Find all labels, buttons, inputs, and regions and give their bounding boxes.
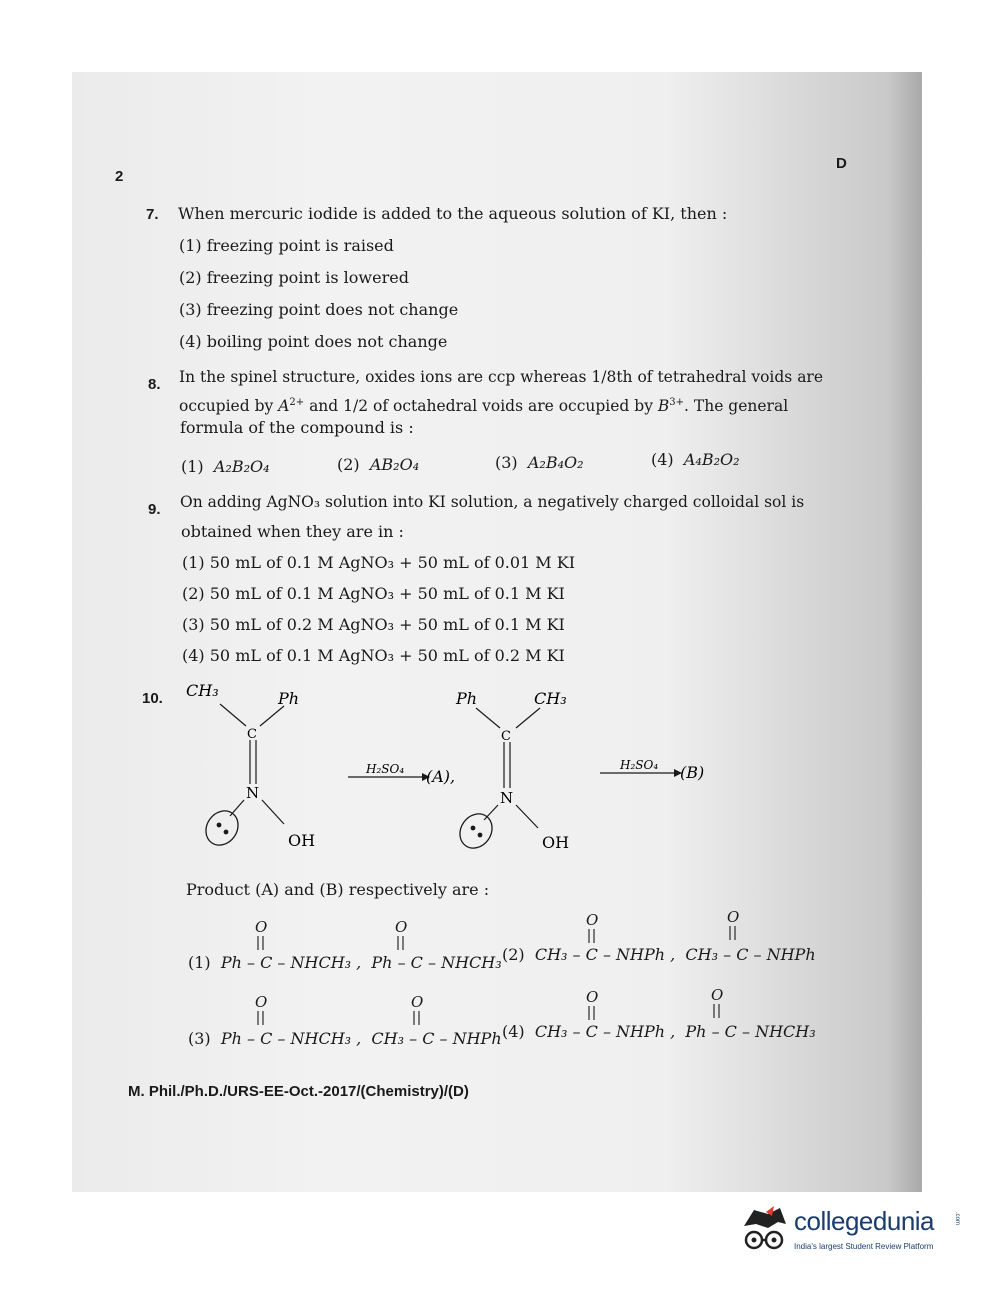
ion-a: A [278,397,290,416]
question-number: 9. [148,501,161,518]
reagent-label: H₂SO₄ [366,762,405,776]
nitrogen-atom: N [500,789,514,807]
nitrogen-atom: N [246,784,260,802]
question-text-line-1: In the spinel structure, oxides ions are ccp whereas 1/8th of tetrahedral voids are [179,368,824,386]
amide-formula: CH₃ – C – NHPh [685,945,816,964]
carbonyl-bonds [258,926,735,1025]
carbonyl-oxygen: O [727,908,740,926]
question-text-line-1: On adding AgNO₃ solution into KI solution, a negatively charged colloidal sol is [180,493,805,511]
reagent-label: H₂SO₄ [620,758,659,772]
ion-a-charge: 2+ [289,397,305,408]
amide-formula: Ph – C – NHCH₃ , [220,1029,362,1048]
methyl-group: CH₃ [186,681,219,700]
carbonyl-oxygen: O [255,918,268,936]
methyl-group: CH₃ [534,689,567,708]
brand-tagline: India's largest Student Review Platform [794,1242,934,1251]
hydroxyl-group: OH [288,831,316,850]
option-number: (4) [502,1022,525,1041]
carbon-atom: C [501,729,511,744]
ion-b-charge: 3+ [669,397,685,408]
amide-formula: Ph – C – NHCH₃ , [220,953,362,972]
carbonyl-oxygen: O [395,918,408,936]
amide-formula: CH₃ – C – NHPh , [534,945,676,964]
ion-b: B [657,397,670,416]
option-4: (4) 50 mL of 0.1 M AgNO₃ + 50 mL of 0.2 M KI [182,646,565,665]
amide-formula: CH₃ – C – NHPh , [534,1022,676,1041]
option-2: (2) 50 mL of 0.1 M AgNO₃ + 50 mL of 0.1 M KI [182,584,565,603]
option-4: (4) boiling point does not change [179,332,448,351]
text-fragment: occupied by [179,397,279,416]
option-2: (2) freezing point is lowered [179,268,409,287]
carbonyl-oxygen: O [255,993,268,1011]
amide-formula: CH₃ – C – NHPh [371,1029,502,1048]
collegedunia-logo [738,1200,968,1260]
option-1: (1) 50 mL of 0.1 M AgNO₃ + 50 mL of 0.01 M KI [182,553,576,572]
option-number: (3) [188,1029,211,1048]
option-3: (3) freezing point does not change [179,300,459,319]
question-text-line-2: obtained when they are in : [181,522,404,541]
carbonyl-oxygen: O [586,988,599,1006]
phenyl-group: Ph [278,689,300,708]
text-fragment: . The general [684,397,789,416]
carbonyl-oxygen: O [411,993,424,1011]
option-3: (3) 50 mL of 0.2 M AgNO₃ + 50 mL of 0.1 M KI [182,615,565,634]
carbon-atom: C [247,727,257,742]
carbonyl-oxygen: O [586,911,599,929]
option-formula: AB₂O₄ [369,455,420,474]
question-number: 10. [142,690,163,707]
brand-name: collegedunia [794,1206,935,1236]
mascot-icon [738,1204,792,1258]
option-number: (1) [188,953,211,972]
option-number: (1) [181,457,204,476]
product-a-label: (A), [426,767,456,786]
option-formula: A₂B₄O₂ [527,453,584,472]
question-text-line-3: formula of the compound is : [180,418,414,437]
eye [772,1238,777,1243]
option-number: (3) [495,453,518,472]
option-number: (2) [502,945,525,964]
option-number: (2) [337,455,360,474]
page-number: 2 [115,168,124,185]
option-formula: A₄B₂O₂ [683,450,740,469]
phenyl-group: Ph [456,689,478,708]
question-number: 7. [146,206,159,223]
hydroxyl-group: OH [542,833,570,852]
option-number: (4) [651,450,674,469]
option-1: (1) freezing point is raised [179,236,394,255]
amide-formula: Ph – C – NHCH₃ [685,1022,816,1041]
option-formula: A₂B₂O₄ [213,457,270,476]
question-text: Product (A) and (B) respectively are : [186,880,490,899]
hair-shape [744,1208,786,1228]
series-code: D [836,155,847,172]
paper-code-footer: M. Phil./Ph.D./URS-EE-Oct.-2017/(Chemistry)/(D) [128,1083,469,1100]
text-fragment: and 1/2 of octahedral voids are occupied by [304,397,658,416]
question-text: When mercuric iodide is added to the aqueous solution of KI, then : [178,204,728,223]
amide-formula: Ph – C – NHCH₃ [371,953,502,972]
carbonyl-oxygen: O [711,986,724,1004]
question-number: 8. [148,376,161,393]
eye [752,1238,757,1243]
brand-domain: .com [954,1212,960,1226]
product-b-label: (B) [680,763,705,782]
